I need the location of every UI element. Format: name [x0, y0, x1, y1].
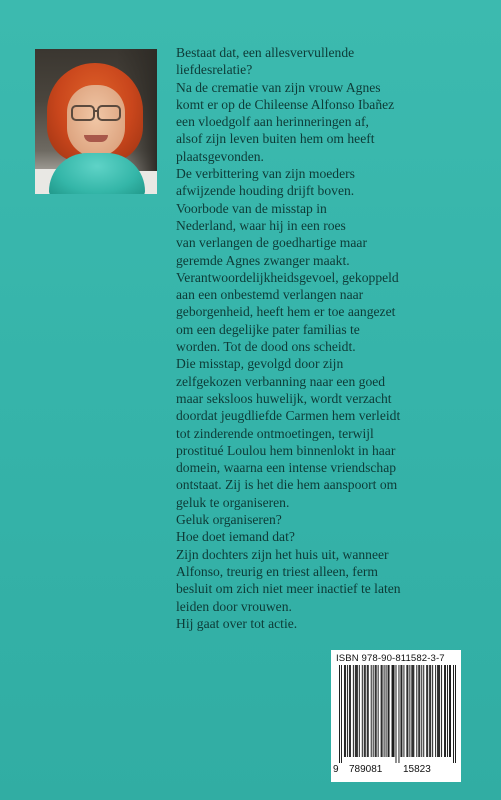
- barcode-bar: [381, 665, 382, 757]
- barcode-digits: [331, 764, 461, 778]
- barcode-bar: [406, 665, 407, 757]
- barcode-bar: [412, 665, 413, 757]
- barcode-bar: [438, 665, 439, 757]
- barcode-bar: [407, 665, 408, 757]
- barcode-bar: [353, 665, 354, 757]
- barcode-bar: [439, 665, 440, 757]
- barcode-bar: [368, 665, 369, 757]
- blurb-line: prostitué Loulou hem binnenlokt in haar: [176, 442, 396, 458]
- blurb-line: geluk te organiseren.: [176, 494, 290, 510]
- author-photo: [35, 49, 157, 194]
- barcode-bar: [347, 665, 348, 757]
- blurb-line: tot zinderende ontmoetingen, terwijl: [176, 425, 374, 441]
- barcode-bar: [413, 665, 414, 757]
- barcode-bar: [430, 665, 431, 757]
- blurb-line: om een degelijke pater familias te: [176, 321, 360, 337]
- barcode-bar: [450, 665, 451, 757]
- barcode-bar: [389, 665, 390, 757]
- barcode-bar: [356, 665, 357, 757]
- barcode-bar: [418, 665, 419, 757]
- barcode-bar: [447, 665, 448, 757]
- barcode-bar: [345, 665, 346, 757]
- isbn-label: ISBN 978-90-811582-3-7: [336, 653, 445, 664]
- blurb-line: Hij gaat over tot actie.: [176, 615, 298, 631]
- barcode-bar: [409, 665, 410, 757]
- blurb-line: besluit om zich niet meer inactief te laten: [176, 581, 401, 597]
- blurb-line: Bestaat dat, een allesvervullende: [176, 45, 355, 60]
- blurb-line: liefdesrelatie?: [176, 62, 253, 78]
- barcode-bar: [365, 665, 366, 757]
- barcode-bar: [437, 665, 438, 757]
- blurb-line: ontstaat. Zij is het die hem aanspoort om: [176, 477, 398, 493]
- barcode-bar: [445, 665, 446, 757]
- barcode-bar: [441, 665, 442, 757]
- blurb-line: zelfgekozen verbanning naar een goed: [176, 373, 386, 389]
- isbn-barcode: [331, 650, 461, 782]
- blurb-line: maar seksloos huwelijk, wordt verzacht: [176, 390, 392, 406]
- blurb-line: geremde Agnes zwanger maakt.: [176, 252, 350, 268]
- blurb-line: van verlangen de goedhartige maar: [176, 235, 367, 251]
- blurb-line: De verbittering van zijn moeders: [176, 166, 355, 182]
- barcode-bars: [339, 665, 456, 763]
- barcode-bar: [398, 665, 399, 763]
- barcode-bar: [378, 665, 379, 757]
- barcode-bar: [455, 665, 456, 763]
- barcode-bar: [449, 665, 450, 757]
- barcode-bar: [403, 665, 404, 757]
- blurb-text: [176, 44, 481, 632]
- barcode-bar: [396, 665, 397, 763]
- blurb-line: plaatsgevonden.: [176, 148, 264, 164]
- barcode-bar: [373, 665, 374, 757]
- blurb-line: Hoe doet iemand dat?: [176, 529, 295, 545]
- blurb-line: komt er op de Chileense Alfonso Ibañez: [176, 96, 395, 112]
- blurb-line: Die misstap, gevolgd door zijn: [176, 356, 344, 372]
- barcode-digit-group: 9: [333, 764, 339, 775]
- barcode-bar: [388, 665, 389, 757]
- barcode-bar: [357, 665, 358, 757]
- barcode-bar: [364, 665, 365, 757]
- barcode-bar: [411, 665, 412, 757]
- barcode-bar: [371, 665, 372, 757]
- barcode-bar: [382, 665, 383, 757]
- barcode-bar: [392, 665, 393, 757]
- barcode-bar: [416, 665, 417, 757]
- barcode-digit-group: 789081: [349, 764, 383, 775]
- blurb-line: alsof zijn leven buiten hem om heeft: [176, 131, 375, 147]
- blurb-line: geborgenheid, heeft hem er toe aangezet: [176, 304, 396, 320]
- barcode-bar: [339, 665, 340, 763]
- blurb-line: worden. Tot de dood ons scheidt.: [176, 339, 356, 355]
- barcode-bar: [386, 665, 387, 757]
- barcode-bar: [350, 665, 351, 757]
- blurb-line: Verantwoordelijkheidsgevoel, gekoppeld: [176, 269, 399, 285]
- barcode-bar: [432, 665, 433, 757]
- barcode-bar: [375, 665, 376, 757]
- barcode-bar: [394, 665, 395, 757]
- barcode-bar: [344, 665, 345, 757]
- barcode-bar: [429, 665, 430, 757]
- barcode-bar: [376, 665, 377, 757]
- barcode-bar: [426, 665, 427, 757]
- barcode-bar: [423, 665, 424, 757]
- blurb-line: leiden door vrouwen.: [176, 598, 292, 614]
- barcode-bar: [453, 665, 454, 763]
- barcode-bar: [359, 665, 360, 757]
- barcode-digit-group: 15823: [403, 764, 431, 775]
- barcode-bar: [400, 665, 401, 757]
- blurb-line: een vloedgolf aan herinneringen af,: [176, 114, 369, 130]
- blurb-line: domein, waarna een intense vriendschap: [176, 460, 397, 476]
- barcode-bar: [349, 665, 350, 757]
- barcode-bar: [355, 665, 356, 757]
- blurb-line: Nederland, waar hij in een roes: [176, 217, 346, 233]
- barcode-bar: [421, 665, 422, 757]
- barcode-bar: [401, 665, 402, 757]
- blurb-line: Na de crematie van zijn vrouw Agnes: [176, 79, 381, 95]
- barcode-bar: [384, 665, 385, 757]
- barcode-bar: [427, 665, 428, 757]
- barcode-bar: [367, 665, 368, 757]
- barcode-bar: [393, 665, 394, 757]
- barcode-bar: [419, 665, 420, 757]
- barcode-bar: [362, 665, 363, 757]
- blurb-line: doordat jeugdliefde Carmen hem verleidt: [176, 408, 401, 424]
- blurb-line: afwijzende houding drijft boven.: [176, 183, 355, 199]
- barcode-bar: [435, 665, 436, 757]
- barcode-bar: [444, 665, 445, 757]
- blurb-line: Alfonso, treurig en triest alleen, ferm: [176, 563, 378, 579]
- blurb-line: aan een onbestemd verlangen naar: [176, 287, 364, 303]
- blurb-line: Zijn dochters zijn het huis uit, wanneer: [176, 546, 389, 562]
- blurb-line: Voorbode van de misstap in: [176, 200, 327, 216]
- barcode-bar: [341, 665, 342, 763]
- blurb-line: Geluk organiseren?: [176, 512, 282, 528]
